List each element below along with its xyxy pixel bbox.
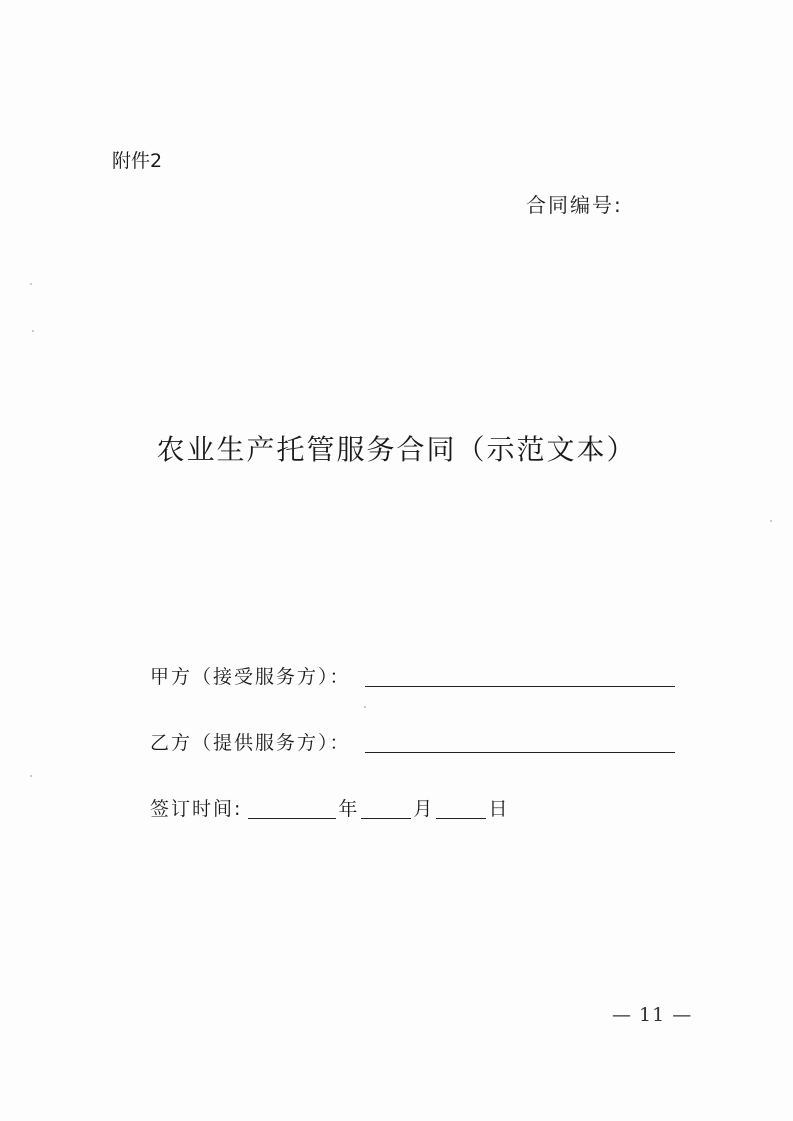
month-label: 月	[413, 798, 435, 820]
day-blank-line	[436, 798, 486, 819]
scan-speck	[30, 283, 32, 285]
contract-number-label: 合同编号:	[526, 193, 623, 217]
signing-time-row	[150, 794, 509, 821]
year-label: 年	[338, 798, 360, 820]
scan-speck	[364, 706, 366, 708]
party-b-label: 乙方（提供服务方）：	[150, 732, 351, 754]
party-b-blank-line	[365, 732, 675, 753]
month-blank-line	[361, 798, 411, 819]
party-b-row	[150, 728, 675, 755]
scan-speck	[32, 330, 34, 332]
party-a-label: 甲方（接受服务方）：	[150, 666, 351, 688]
party-a-blank-line	[365, 666, 675, 687]
scan-speck	[30, 775, 32, 777]
document-title: 农业生产托管服务合同（示范文本）	[156, 433, 637, 466]
day-label: 日	[488, 798, 510, 820]
scan-speck	[770, 520, 772, 522]
party-a-row	[150, 662, 675, 689]
page-number: — 11 —	[612, 1004, 693, 1026]
signing-time-label: 签订时间:	[150, 798, 243, 820]
attachment-label: 附件2	[112, 150, 163, 172]
year-blank-line	[248, 798, 336, 819]
